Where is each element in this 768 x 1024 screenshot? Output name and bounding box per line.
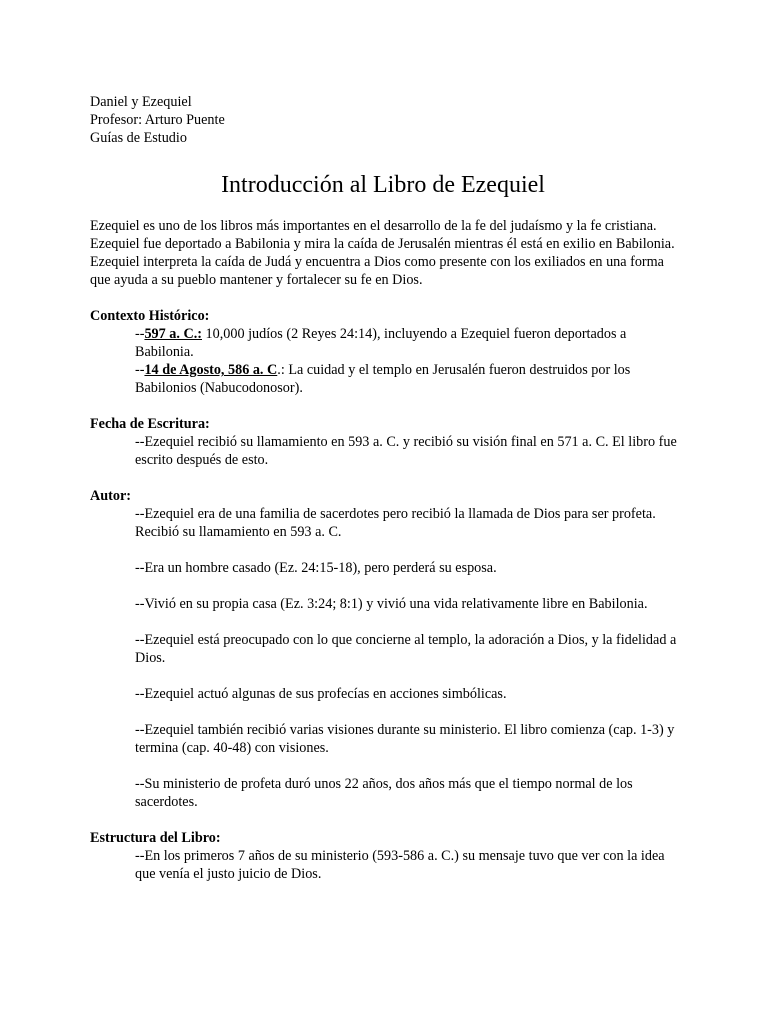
estructura-item: --En los primeros 7 años de su ministerio (593-586 a. C.) su mensaje tuvo que ver con la idea que venía el justo juicio de Dios.	[135, 848, 665, 882]
autor-item: --Ezequiel también recibió varias visiones durante su ministerio. El libro comienza (cap. 1-3) y termina (cap. 40-48) con visiones.	[135, 722, 675, 756]
contexto-items	[135, 325, 680, 397]
autor-item: --Ezequiel actuó algunas de sus profecías en acciones simbólicas.	[135, 686, 507, 702]
autor-items	[135, 505, 680, 811]
section-heading-estructura: Estructura del Libro:	[90, 830, 221, 846]
document-page	[90, 93, 680, 901]
section-autor	[90, 487, 680, 811]
section-heading-autor: Autor:	[90, 488, 131, 504]
document-title: Introducción al Libro de Ezequiel	[221, 172, 545, 198]
item-text: 10,000 judíos (2 Reyes 24:14), incluyendo a Ezequiel fueron deportados a Babilonia.	[135, 326, 627, 360]
section-estructura	[90, 829, 680, 883]
date-label: 14 de Agosto, 586 a. C	[144, 362, 278, 378]
contexto-item	[135, 361, 680, 397]
section-heading-fecha: Fecha de Escritura:	[90, 416, 210, 432]
item-text: .: La cuidad y el templo en Jerusalén fueron destruidos por los Babilonios (Nabucodonosor).	[135, 362, 631, 396]
item-prefix: --	[135, 362, 145, 378]
document-header	[90, 93, 680, 147]
autor-item: --Su ministerio de profeta duró unos 22 años, dos años más que el tiempo normal de los sacerdotes.	[135, 776, 633, 810]
autor-item: --Era un hombre casado (Ez. 24:15-18), pero perderá su esposa.	[135, 560, 497, 576]
contexto-item	[135, 325, 680, 361]
date-label: 597 a. C.:	[144, 326, 202, 342]
autor-item: --Vivió en su propia casa (Ez. 3:24; 8:1) y vivió una vida relativamente libre en Babilonia.	[135, 596, 648, 612]
section-fecha-escritura	[90, 415, 680, 469]
autor-item: --Ezequiel era de una familia de sacerdotes pero recibió la llamada de Dios para ser profeta. Recibió su llamamiento en 593 a. C.	[135, 506, 656, 540]
guide-label: Guías de Estudio	[90, 130, 187, 146]
item-prefix: --	[135, 326, 145, 342]
professor-name: Profesor: Arturo Puente	[90, 112, 225, 128]
course-name: Daniel y Ezequiel	[90, 94, 192, 110]
fecha-item: --Ezequiel recibió su llamamiento en 593 a. C. y recibió su visión final en 571 a. C. El libro fue escrito después de esto.	[135, 434, 677, 468]
estructura-items	[135, 847, 680, 883]
intro-paragraph: Ezequiel es uno de los libros más importantes en el desarrollo de la fe del judaísmo y la fe cristiana. Ezequiel fue deportado a Babilonia y mira la caída de Jerusalén mientras él está en exilio en Babilonia. Ezequiel interpreta la caída de Judá y encuentra a Dios como presente con los exiliados en una forma que ayuda a su pueblo mantener y fortalecer su fe en Dios.	[90, 218, 675, 288]
autor-item: --Ezequiel está preocupado con lo que concierne al templo, la adoración a Dios, y la fidelidad a Dios.	[135, 632, 677, 666]
section-contexto-historico	[90, 307, 680, 397]
fecha-items	[135, 433, 680, 469]
section-heading-contexto: Contexto Histórico:	[90, 308, 210, 324]
